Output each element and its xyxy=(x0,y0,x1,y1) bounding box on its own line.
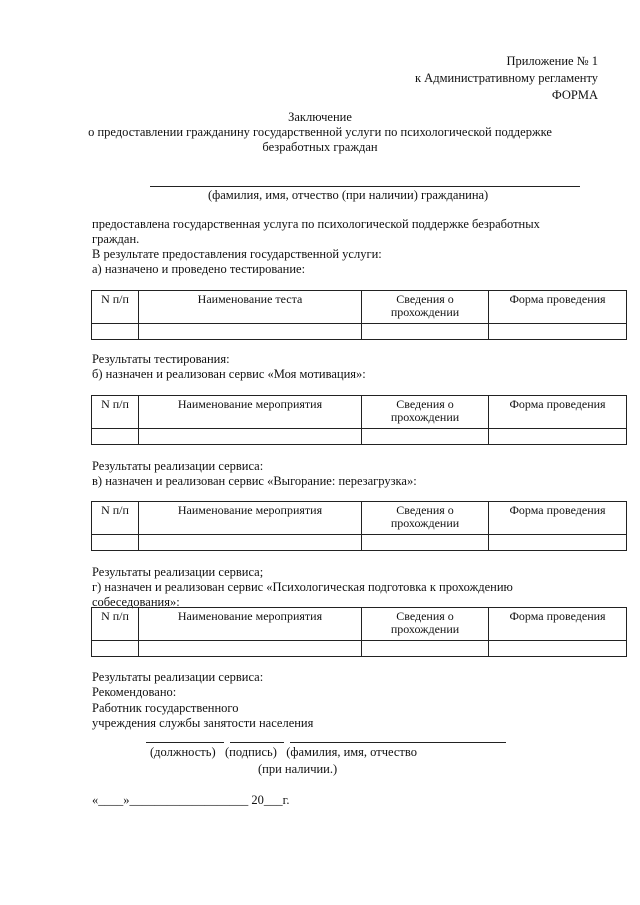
table-row xyxy=(92,324,627,340)
cell[interactable] xyxy=(139,535,362,551)
signature-caption: (должность) (подпись) (фамилия, имя, отчество xyxy=(150,745,417,759)
cell[interactable] xyxy=(489,641,627,657)
cell[interactable] xyxy=(362,641,489,657)
col-info-l2: прохождении xyxy=(390,305,460,319)
document-subtitle-cont: безработных граждан xyxy=(262,140,378,154)
regulation-label: к Административному регламенту xyxy=(414,71,598,85)
col-name: Наименование теста xyxy=(139,291,362,324)
col-info-l1: Сведения о xyxy=(396,292,454,306)
cell[interactable] xyxy=(92,641,139,657)
col-form: Форма проведения xyxy=(489,502,627,535)
item-d: г) назначен и реализован сервис «Психологическая подготовка к прохождению xyxy=(92,580,513,594)
document-title: Заключение xyxy=(288,110,352,124)
provided-text: предоставлена государственная услуга по психологической поддержке безработных xyxy=(92,217,540,231)
recommended-label: Рекомендовано: xyxy=(92,685,177,699)
result-intro: В результате предоставления государственной услуги: xyxy=(92,247,382,261)
results-service-2: Результаты реализации сервиса; xyxy=(92,565,264,579)
fullname-fill-line xyxy=(290,742,506,743)
col-number: N п/п xyxy=(92,396,139,429)
col-info-l1: Сведения о xyxy=(396,609,454,623)
provided-text-cont: граждан. xyxy=(92,232,140,246)
date-line: «____»___________________ 20___г. xyxy=(92,793,290,807)
col-number: N п/п xyxy=(92,502,139,535)
cell[interactable] xyxy=(362,429,489,445)
cell[interactable] xyxy=(362,535,489,551)
name-fill-line xyxy=(150,186,580,187)
table-row xyxy=(92,429,627,445)
cell[interactable] xyxy=(139,641,362,657)
cell[interactable] xyxy=(139,429,362,445)
item-c: в) назначен и реализован сервис «Выгорание: перезагрузка»: xyxy=(92,474,417,488)
col-number: N п/п xyxy=(92,608,139,641)
worker-label: Работник государственного xyxy=(92,701,239,715)
table-header-row xyxy=(92,291,627,324)
results-service-1: Результаты реализации сервиса: xyxy=(92,459,264,473)
col-info-l2: прохождении xyxy=(390,410,460,424)
results-service-3: Результаты реализации сервиса: xyxy=(92,670,264,684)
col-name: Наименование мероприятия xyxy=(139,502,362,535)
interview-prep-table xyxy=(91,607,627,657)
position-fill-line xyxy=(146,742,224,743)
document-subtitle: о предоставлении гражданину государственной услуги по психологической поддержке xyxy=(88,125,552,139)
cell[interactable] xyxy=(92,324,139,340)
results-testing: Результаты тестирования: xyxy=(92,352,230,366)
col-info xyxy=(362,608,489,641)
table-row xyxy=(92,641,627,657)
item-b: б) назначен и реализован сервис «Моя мотивация»: xyxy=(92,367,366,381)
col-info-l2: прохождении xyxy=(390,516,460,530)
table-header-row xyxy=(92,608,627,641)
cell[interactable] xyxy=(139,324,362,340)
col-info xyxy=(362,291,489,324)
col-form: Форма проведения xyxy=(489,608,627,641)
col-info-l1: Сведения о xyxy=(396,503,454,517)
cell[interactable] xyxy=(489,324,627,340)
item-a: а) назначено и проведено тестирование: xyxy=(92,262,306,276)
cell[interactable] xyxy=(362,324,489,340)
burnout-table xyxy=(91,501,627,551)
signature-fill-line xyxy=(230,742,284,743)
table-row xyxy=(92,535,627,551)
col-form: Форма проведения xyxy=(489,396,627,429)
col-info-l1: Сведения о xyxy=(396,397,454,411)
col-info xyxy=(362,396,489,429)
worker-label-cont: учреждения службы занятости населения xyxy=(92,716,314,730)
testing-table xyxy=(91,290,627,340)
col-form: Форма проведения xyxy=(489,291,627,324)
col-info xyxy=(362,502,489,535)
col-name: Наименование мероприятия xyxy=(139,608,362,641)
form-label: ФОРМА xyxy=(551,88,598,102)
cell[interactable] xyxy=(489,429,627,445)
col-name: Наименование мероприятия xyxy=(139,396,362,429)
col-number: N п/п xyxy=(92,291,139,324)
motivation-table xyxy=(91,395,627,445)
col-info-l2: прохождении xyxy=(390,622,460,636)
signature-caption-cont: (при наличии.) xyxy=(258,762,338,776)
table-header-row xyxy=(92,502,627,535)
name-caption: (фамилия, имя, отчество (при наличии) гражданина) xyxy=(208,188,489,202)
table-header-row xyxy=(92,396,627,429)
cell[interactable] xyxy=(92,429,139,445)
item-d-cont: собеседования»: xyxy=(92,595,180,609)
cell[interactable] xyxy=(92,535,139,551)
appendix-label: Приложение № 1 xyxy=(506,54,598,68)
cell[interactable] xyxy=(489,535,627,551)
